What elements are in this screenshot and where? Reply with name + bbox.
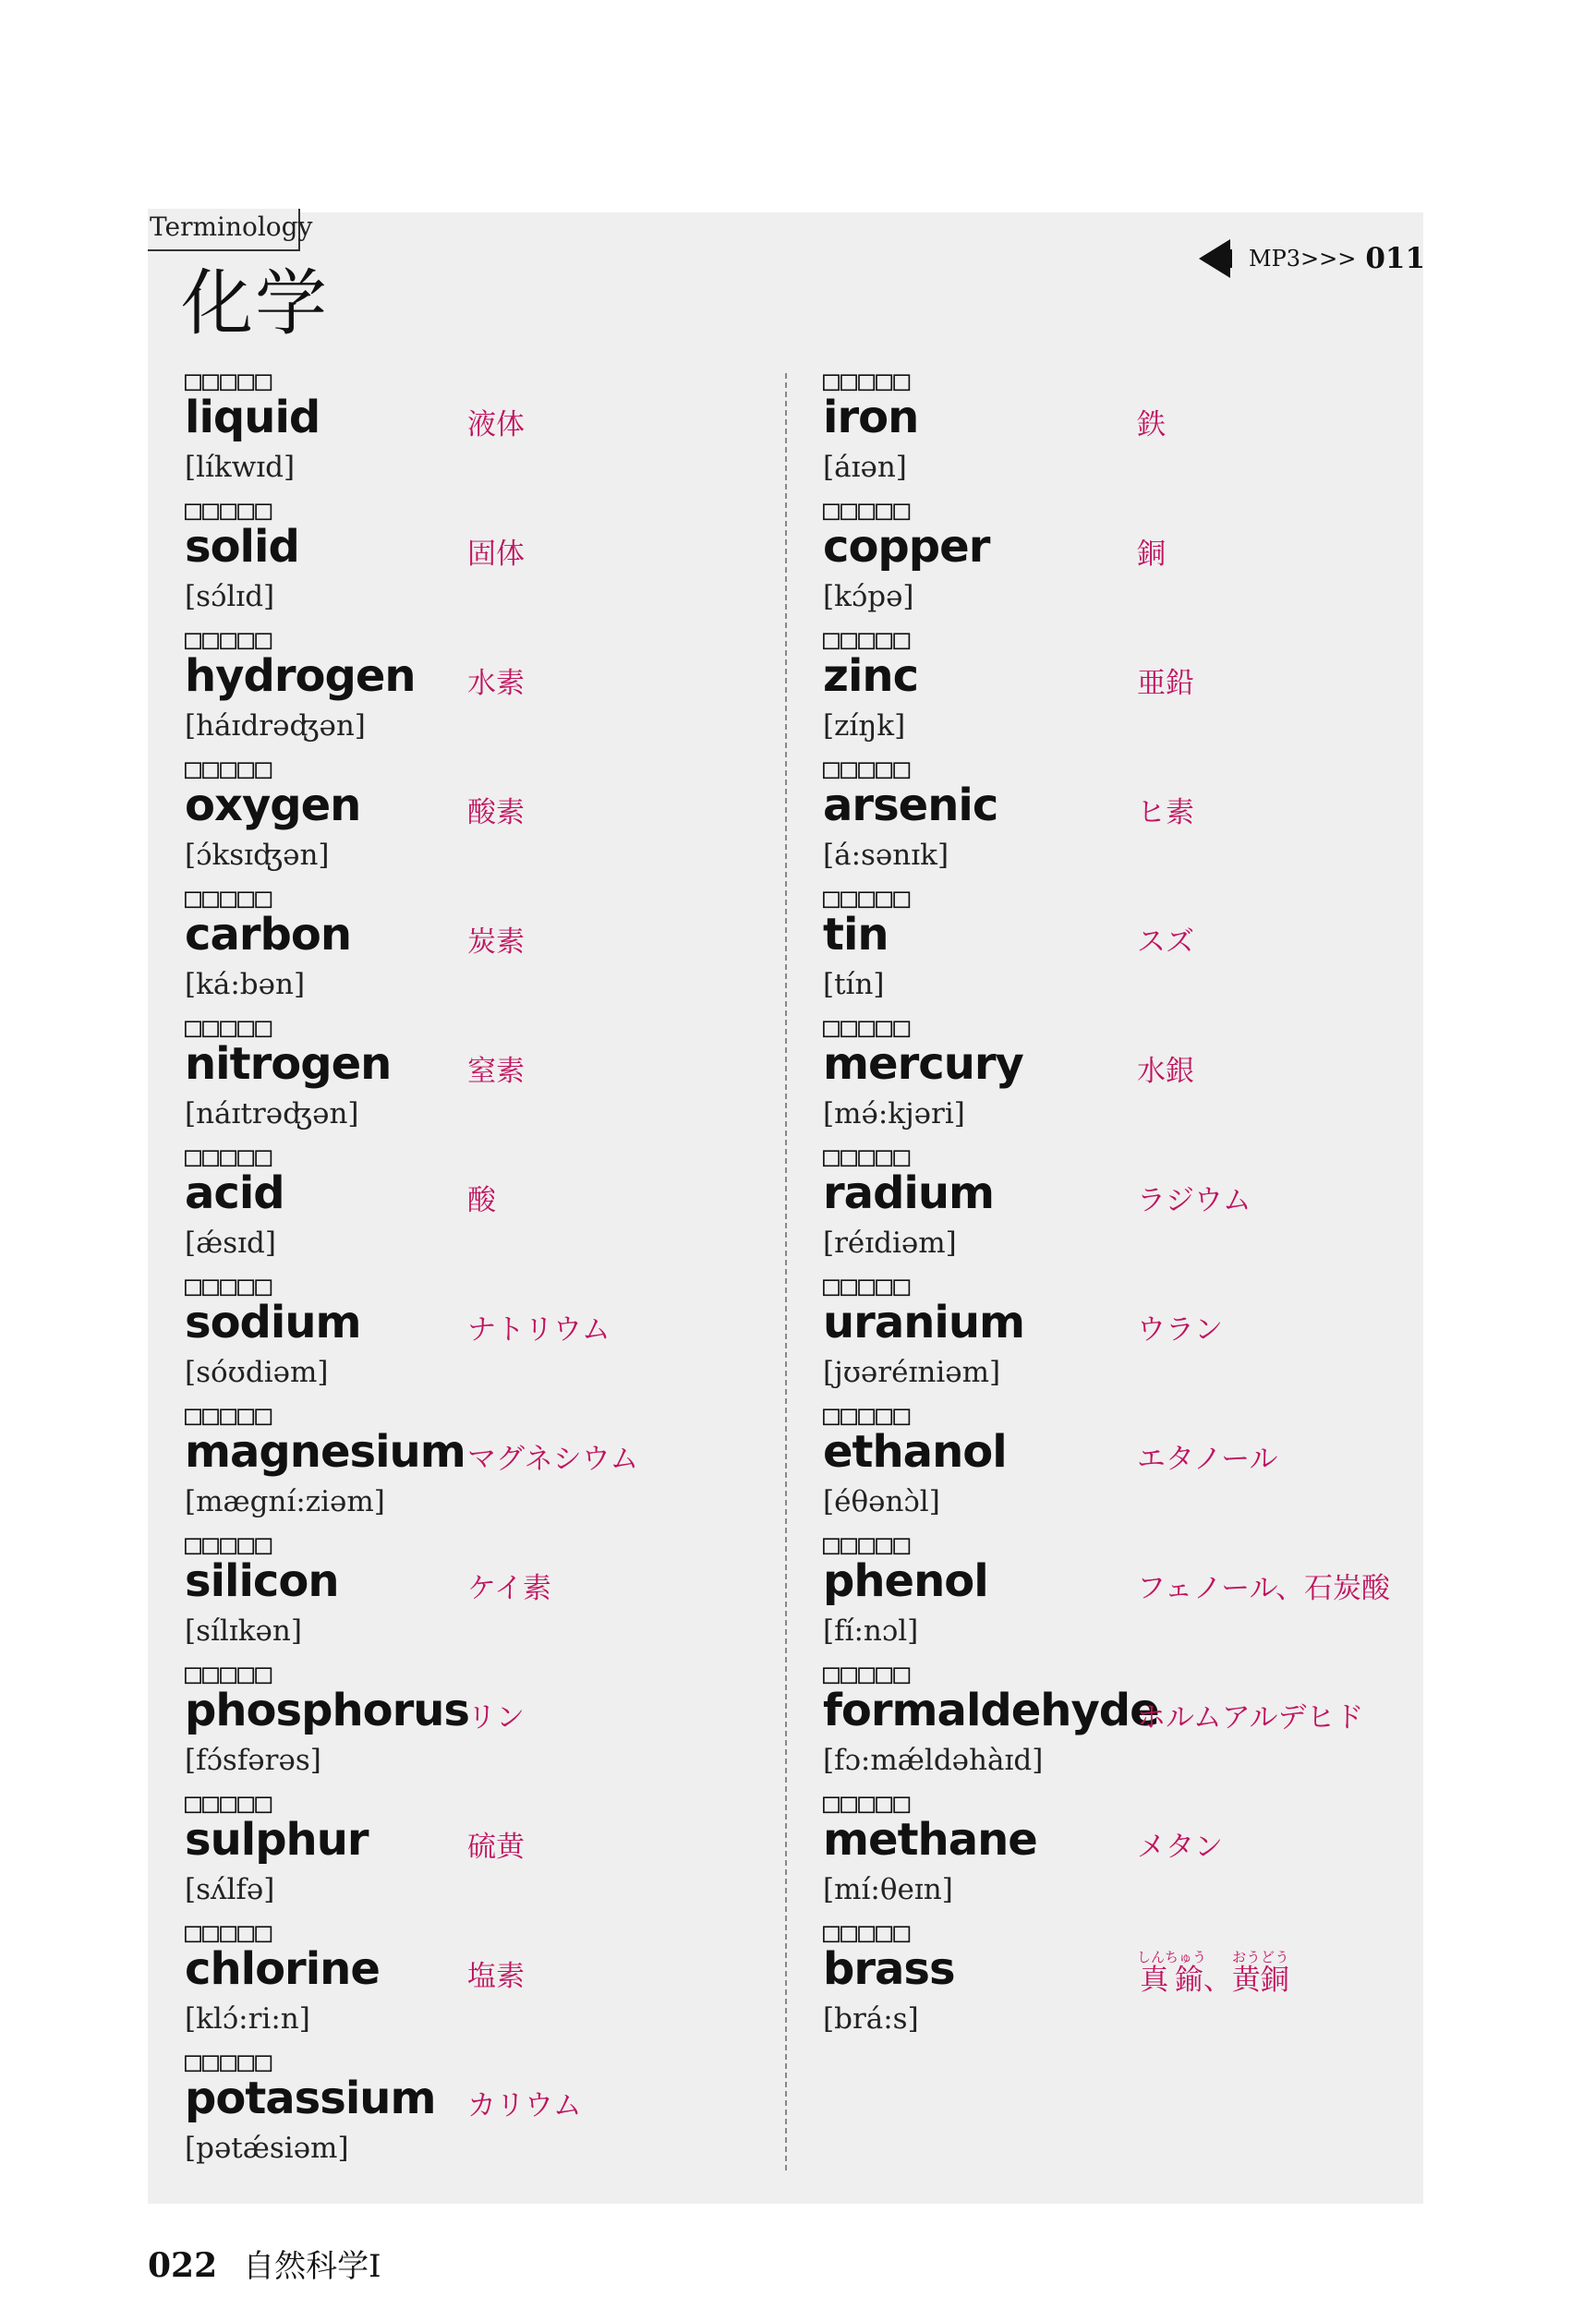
mp3-audio-link[interactable] (1199, 238, 1425, 279)
pronunciation: [mí:θeɪn] (823, 1873, 953, 1906)
check-boxes[interactable]: □□□□□ (185, 365, 273, 397)
ruby-term: 黄銅おうどう (1231, 1949, 1289, 1997)
japanese-meaning: リン (467, 1701, 525, 1735)
vocab-word: liquid (185, 392, 320, 443)
check-boxes[interactable]: □□□□□ (823, 1399, 912, 1432)
mp3-track-number: 011 (1365, 242, 1426, 275)
check-boxes[interactable]: □□□□□ (823, 1658, 912, 1690)
furigana: しんちゅう (1137, 1949, 1207, 1965)
vocab-word: carbon (185, 909, 352, 961)
check-boxes[interactable]: □□□□□ (185, 1916, 273, 1949)
vocab-word: phenol (823, 1555, 988, 1607)
furigana: おうどう (1231, 1949, 1289, 1965)
japanese-meaning: ウラン (1137, 1313, 1223, 1347)
pronunciation: [zíŋk] (823, 709, 906, 743)
japanese-meaning: 酸 (467, 1184, 496, 1217)
pronunciation: [náɪtrəʤən] (185, 1097, 359, 1130)
vocab-word: methane (823, 1814, 1037, 1866)
japanese-meaning: カリウム (467, 2089, 582, 2122)
pronunciation: [jʊəréɪniəm] (823, 1356, 1001, 1389)
speaker-icon (1199, 239, 1230, 278)
pronunciation: [brá:s] (823, 2002, 919, 2036)
vocab-word: copper (823, 521, 990, 573)
vocab-word: mercury (823, 1038, 1023, 1090)
japanese-meaning: ナトリウム (467, 1313, 611, 1347)
check-boxes[interactable]: □□□□□ (185, 1529, 273, 1561)
mp3-label: MP3>>> (1249, 246, 1357, 272)
japanese-meaning: 硫黄 (467, 1831, 525, 1864)
vocab-word: acid (185, 1167, 284, 1219)
japanese-meaning: 窒素 (467, 1055, 525, 1088)
page-number: 022 (148, 2246, 218, 2285)
check-boxes[interactable]: □□□□□ (185, 494, 273, 526)
pronunciation: [sóʊdiəm] (185, 1356, 329, 1389)
vocab-word: ethanol (823, 1426, 1007, 1478)
check-boxes[interactable]: □□□□□ (185, 1270, 273, 1302)
vocab-word: uranium (823, 1297, 1025, 1348)
check-boxes[interactable]: □□□□□ (185, 623, 273, 656)
japanese-meaning: ヒ素 (1137, 796, 1194, 829)
check-boxes[interactable]: □□□□□ (185, 882, 273, 914)
check-boxes[interactable]: □□□□□ (823, 753, 912, 785)
page-footer (148, 2241, 381, 2286)
japanese-meaning: マグネシウム (467, 1443, 639, 1476)
check-boxes[interactable]: □□□□□ (823, 1787, 912, 1819)
pronunciation: [ǽsɪd] (185, 1227, 276, 1260)
check-boxes[interactable]: □□□□□ (823, 1011, 912, 1044)
pronunciation: [pətǽsiəm] (185, 2132, 349, 2165)
japanese-meaning: メタン (1137, 1831, 1223, 1864)
pronunciation: [sílɪkən] (185, 1614, 302, 1648)
vocab-word: radium (823, 1167, 995, 1219)
vocab-word: brass (823, 1943, 955, 1995)
japanese-meaning: スズ (1137, 925, 1194, 959)
pronunciation: [mægní:ziəm] (185, 1485, 385, 1518)
pronunciation: [réɪdiəm] (823, 1227, 957, 1260)
check-boxes[interactable]: □□□□□ (185, 1787, 273, 1819)
check-boxes[interactable]: □□□□□ (823, 1270, 912, 1302)
japanese-meaning: 酸素 (467, 796, 525, 829)
vocab-word: potassium (185, 2073, 436, 2124)
check-boxes[interactable]: □□□□□ (823, 623, 912, 656)
vocab-word: chlorine (185, 1943, 380, 1995)
japanese-meaning: 水素 (467, 667, 525, 700)
vocab-word: tin (823, 909, 889, 961)
vocab-word: silicon (185, 1555, 339, 1607)
pronunciation: [líkwɪd] (185, 451, 296, 484)
vocab-word: phosphorus (185, 1685, 469, 1736)
pronunciation: [háɪdrəʤən] (185, 709, 366, 743)
japanese-meaning: 鉄 (1137, 408, 1166, 441)
vocab-word: arsenic (823, 780, 998, 831)
vocab-word: zinc (823, 650, 919, 702)
japanese-meaning: ホルムアルデヒド (1137, 1701, 1364, 1735)
check-boxes[interactable]: □□□□□ (823, 1141, 912, 1173)
pronunciation: [ɔ́ksɪʤən] (185, 839, 330, 872)
pronunciation: [éθənɔ̀l] (823, 1485, 940, 1518)
japanese-meaning: 水銀 (1137, 1055, 1194, 1088)
vocab-word: oxygen (185, 780, 361, 831)
japanese-meaning: 銅 (1137, 538, 1166, 571)
check-boxes[interactable]: □□□□□ (185, 753, 273, 785)
pronunciation: [fɔ́sfərəs] (185, 1744, 321, 1777)
japanese-meaning: 固体 (467, 538, 525, 571)
vocab-word: sulphur (185, 1814, 369, 1866)
japanese-meaning: フェノール、石炭酸 (1137, 1572, 1391, 1605)
page-title: 化学 (181, 262, 330, 345)
check-boxes[interactable]: □□□□□ (185, 1658, 273, 1690)
japanese-meaning: 炭素 (467, 925, 525, 959)
terminology-tag: Terminology (148, 209, 300, 251)
ruby-term: 真鍮しんちゅう (1137, 1949, 1207, 1997)
check-boxes[interactable]: □□□□□ (185, 1141, 273, 1173)
japanese-meaning: 塩素 (467, 1960, 525, 1993)
check-boxes[interactable]: □□□□□ (823, 494, 912, 526)
pronunciation: [tín] (823, 968, 885, 1001)
vocab-word: hydrogen (185, 650, 416, 702)
check-boxes[interactable]: □□□□□ (823, 365, 912, 397)
vocab-word: sodium (185, 1297, 361, 1348)
pronunciation: [ká:bən] (185, 968, 306, 1001)
vocab-word: formaldehyde (823, 1685, 1159, 1736)
pronunciation: [á:sənɪk] (823, 839, 949, 872)
pronunciation: [fɔ:mǽldəhàɪd] (823, 1744, 1044, 1777)
pronunciation: [áɪən] (823, 451, 907, 484)
japanese-meaning: ラジウム (1137, 1184, 1251, 1217)
japanese-meaning: ケイ素 (467, 1572, 551, 1605)
japanese-meaning: 真鍮しんちゅう、黄銅おうどう (1137, 1949, 1289, 1997)
pronunciation: [sɔ́lɪd] (185, 580, 275, 613)
pronunciation: [fí:nɔl] (823, 1614, 919, 1648)
pronunciation: [klɔ́:ri:n] (185, 2002, 310, 2036)
vocab-word: nitrogen (185, 1038, 392, 1090)
check-boxes[interactable]: □□□□□ (823, 882, 912, 914)
check-boxes[interactable]: □□□□□ (823, 1916, 912, 1949)
japanese-meaning: 液体 (467, 408, 525, 441)
check-boxes[interactable]: □□□□□ (823, 1529, 912, 1561)
section-name: 自然科学Ⅰ (243, 2248, 381, 2285)
pronunciation: [sʌ́lfə] (185, 1873, 275, 1906)
vocab-word: magnesium (185, 1426, 466, 1478)
check-boxes[interactable]: □□□□□ (185, 2046, 273, 2078)
vocab-word: solid (185, 521, 299, 573)
pronunciation: [kɔ́pə] (823, 580, 914, 613)
check-boxes[interactable]: □□□□□ (185, 1399, 273, 1432)
check-boxes[interactable]: □□□□□ (185, 1011, 273, 1044)
japanese-meaning: 亜鉛 (1137, 667, 1194, 700)
pronunciation: [mə́:kjəri] (823, 1097, 965, 1130)
japanese-meaning: エタノール (1137, 1443, 1278, 1476)
vocab-word: iron (823, 392, 919, 443)
column-divider (785, 373, 787, 2170)
